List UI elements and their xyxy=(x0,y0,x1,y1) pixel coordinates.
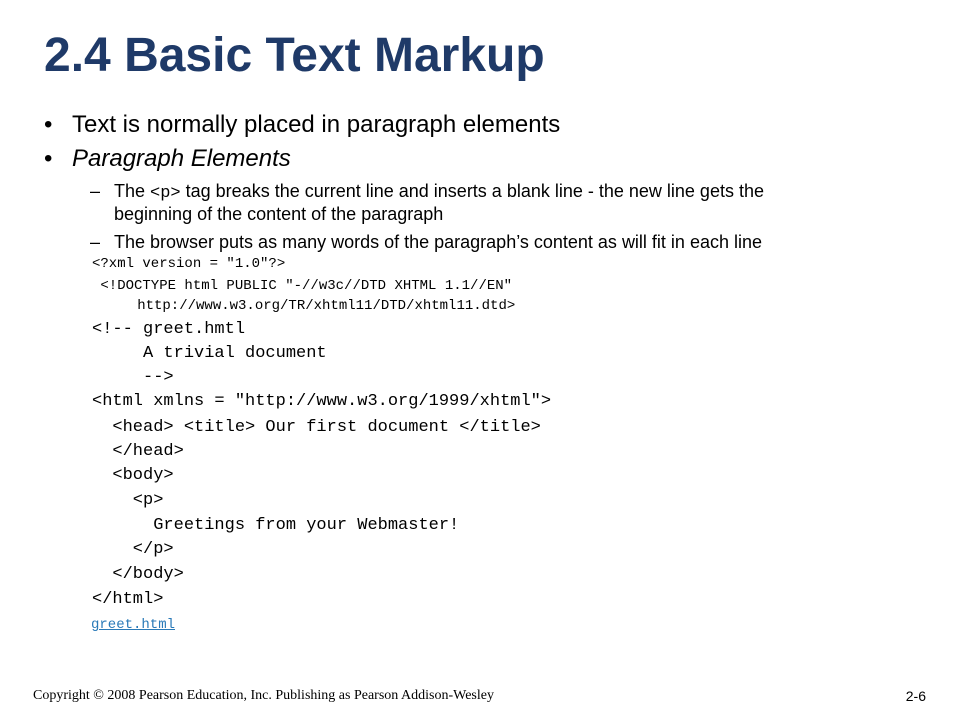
sub-bullet-item xyxy=(90,231,762,253)
code-line: <!DOCTYPE html PUBLIC "-//w3c//DTD XHTML 1.1//EN" xyxy=(92,278,513,294)
code-line: A trivial document xyxy=(92,344,327,363)
sub-bullet-text: The xyxy=(114,181,151,201)
page-number: 2-6 xyxy=(905,688,926,704)
sub-bullet-text: The browser puts as many words of the paragraph’s content as will fit in each line xyxy=(114,232,762,252)
inline-code: <p> xyxy=(150,184,181,203)
code-line: <body> xyxy=(92,466,174,485)
code-line: </body> xyxy=(92,565,184,584)
code-line: <?xml version = "1.0"?> xyxy=(92,256,286,272)
code-line: <html xmlns = "http://www.w3.org/1999/xhtml"> xyxy=(92,392,552,411)
bullet-mark: • xyxy=(44,145,53,172)
greet-html-link[interactable]: greet.html xyxy=(91,617,176,633)
code-line: Greetings from your Webmaster! xyxy=(92,516,460,535)
copyright-footer: Copyright © 2008 Pearson Education, Inc. Publishing as Pearson Addison-Wesley xyxy=(33,688,494,703)
code-line: </html> xyxy=(92,590,164,609)
code-line: <!-- greet.hmtl xyxy=(92,320,246,339)
slide-title: 2.4 Basic Text Markup xyxy=(44,29,545,82)
code-line: </p> xyxy=(92,540,174,559)
dash-mark: – xyxy=(90,232,101,252)
code-line: http://www.w3.org/TR/xhtml11/DTD/xhtml11.dtd> xyxy=(112,298,516,314)
code-line: </head> xyxy=(92,442,184,461)
code-line: <p> xyxy=(92,491,164,510)
dash-mark: – xyxy=(90,181,101,201)
code-line: <head> <title> Our first document </title> xyxy=(92,418,541,437)
sub-bullet-text: tag breaks the current line and inserts a blank line - the new line gets the xyxy=(180,181,764,201)
sub-bullet-continuation: beginning of the content of the paragraph xyxy=(114,204,444,224)
bullet-text: Paragraph Elements xyxy=(72,145,291,172)
bullet-item xyxy=(44,111,561,139)
bullet-text: Text is normally placed in paragraph elements xyxy=(72,111,561,138)
bullet-mark: • xyxy=(44,111,53,138)
bullet-item xyxy=(44,145,291,173)
code-line: --> xyxy=(92,368,174,387)
sub-bullet-item xyxy=(90,180,764,205)
